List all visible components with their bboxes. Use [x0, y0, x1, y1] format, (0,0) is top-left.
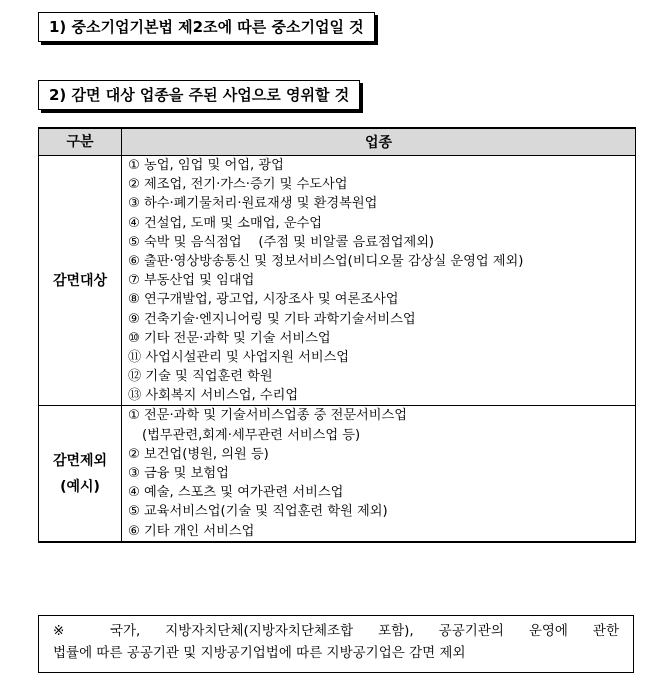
- list-item: ④ 건설업, 도매 및 소매업, 운수업: [128, 215, 323, 231]
- list-item: ⑬ 사회복지 서비스업, 수리업: [128, 388, 299, 404]
- table-header-row: [39, 128, 636, 156]
- list-item: ① 농업, 임업 및 어업, 광업: [128, 158, 284, 173]
- list-item: ③ 하수·폐기물처리·원료재생 및 환경복원업: [128, 196, 378, 212]
- list-item: ⑥ 출판·영상방송통신 및 정보서비스업(비디오물 감상실 운영업 제외): [128, 253, 524, 269]
- category-excluded-subtitle: (예시): [60, 478, 100, 495]
- industry-table: [38, 127, 636, 543]
- list-item: ⑤ 숙박 및 음식점업 (주점 및 비알콜 음료점업제외): [128, 234, 435, 250]
- list-item: ① 전문·과학 및 기술서비스업종 중 전문서비스업: [128, 408, 408, 424]
- header-category: 구분: [39, 128, 122, 156]
- exclusion-note: [38, 615, 634, 673]
- note-line-1: ※ 국가, 지방자치단체(지방자치단체조합 포함), 공공기관의 운영에 관한: [53, 623, 619, 639]
- list-item: ⑫ 기술 및 직업훈련 학원: [128, 369, 273, 385]
- category-eligible: 감면대상: [39, 156, 122, 406]
- list-item: ④ 예술, 스포츠 및 여가관련 서비스업: [128, 485, 344, 501]
- table-row-eligible: [39, 156, 636, 406]
- list-item: ② 보건업(병원, 의원 등): [128, 446, 269, 462]
- list-item: ⑩ 기타 전문·과학 및 기술 서비스업: [128, 330, 331, 346]
- list-item: ⑪ 사업시설관리 및 사업지원 서비스업: [128, 349, 350, 365]
- section-heading-1: 1) 중소기업기본법 제2조에 따른 중소기업일 것: [38, 12, 375, 42]
- list-item: ③ 금융 및 보험업: [128, 466, 229, 481]
- note-line-2: 법률에 따른 공공기관 및 지방공기업법에 따른 지방공기업은 감면 제외: [53, 645, 466, 661]
- category-excluded-title: 감면제외: [52, 452, 108, 469]
- list-item: ② 제조업, 전기·가스·증기 및 수도사업: [128, 177, 348, 193]
- section-heading-2: 2) 감면 대상 업종을 주된 사업으로 영위할 것: [38, 80, 360, 110]
- list-item: ⑥ 기타 개인 서비스업: [128, 523, 255, 539]
- excluded-items: [122, 406, 636, 542]
- header-industry: 업종: [122, 128, 636, 156]
- list-item-detail: (법무관련,회계·세무관련 서비스업 등): [142, 427, 361, 443]
- list-item: ⑨ 건축기술·엔지니어링 및 기타 과학기술서비스업: [128, 311, 416, 327]
- eligible-items: [122, 156, 636, 406]
- category-excluded: [39, 406, 122, 542]
- table-row-excluded: [39, 406, 636, 542]
- list-item: ⑤ 교육서비스업(기술 및 직업훈련 학원 제외): [128, 504, 388, 520]
- list-item: ⑧ 연구개발업, 광고업, 시장조사 및 여론조사업: [128, 292, 399, 308]
- list-item: ⑦ 부동산업 및 임대업: [128, 273, 255, 289]
